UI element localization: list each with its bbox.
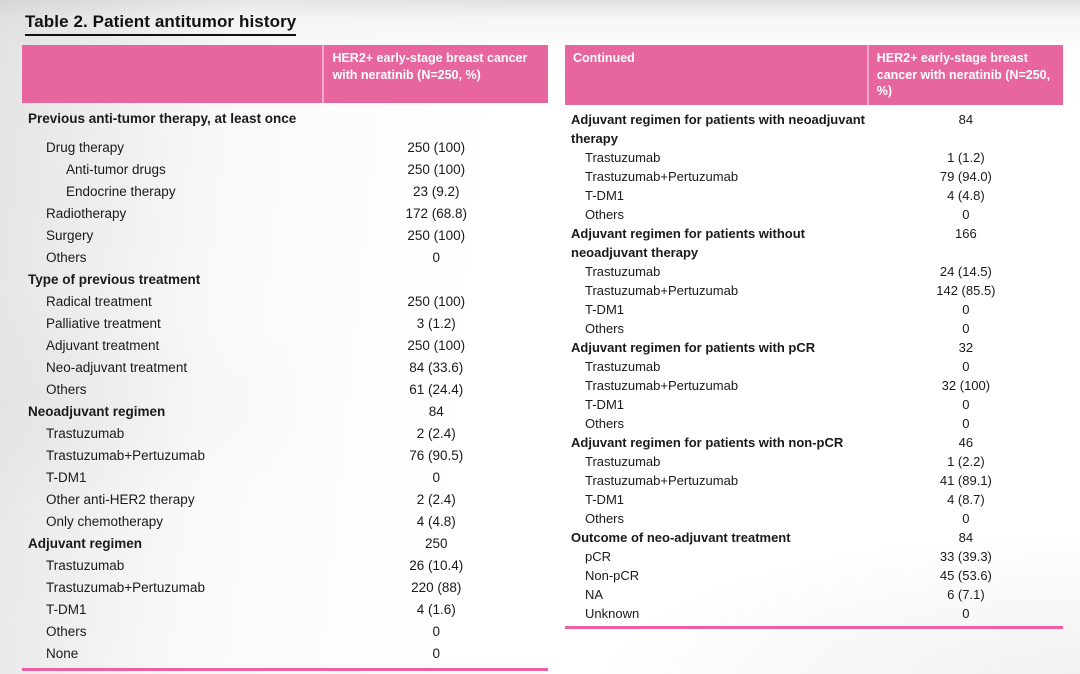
row-label: Endocrine therapy <box>66 184 176 199</box>
row-value: 46 <box>958 434 974 450</box>
row-label: Trastuzumab <box>585 358 661 374</box>
table-row <box>565 452 1063 471</box>
row-value: 250 (100) <box>407 162 466 177</box>
row-value: 142 (85.5) <box>936 282 996 298</box>
table-row <box>22 159 548 181</box>
table-row <box>22 599 548 621</box>
row-label: Drug therapy <box>46 140 125 155</box>
row-value: 0 <box>962 415 970 431</box>
row-value: 1 (2.2) <box>947 453 985 469</box>
row-label: Others <box>585 206 625 222</box>
row-value: 0 <box>962 605 970 621</box>
table-row <box>22 643 548 665</box>
row-value: 76 (90.5) <box>409 448 464 463</box>
table-row <box>565 585 1063 604</box>
row-label: Only chemotherapy <box>46 514 164 529</box>
table-row <box>22 489 548 511</box>
left-table-header-label-cell <box>22 45 324 103</box>
row-value: 0 <box>962 206 970 222</box>
right-table-header-label-cell: Continued <box>565 45 869 105</box>
table-row <box>22 533 548 555</box>
table-row <box>565 110 1063 148</box>
row-value: 79 (94.0) <box>939 168 992 184</box>
row-value: 0 <box>432 250 440 265</box>
row-value: 32 (100) <box>941 377 991 393</box>
row-label: Type of previous treatment <box>28 272 201 287</box>
row-value: 84 <box>958 529 974 545</box>
row-value: 4 (4.8) <box>947 187 985 203</box>
row-label: Adjuvant regimen for patients without neoadjuvant therapy <box>571 225 806 260</box>
left-table-header-value-cell: HER2+ early-stage breast cancer with neratinib (N=250, %) <box>332 51 528 82</box>
table-row <box>565 433 1063 452</box>
row-value: 41 (89.1) <box>939 472 992 488</box>
table-row <box>22 335 548 357</box>
row-label: T-DM1 <box>585 491 624 507</box>
row-value: 23 (9.2) <box>412 184 460 199</box>
table-row <box>22 313 548 335</box>
table-row <box>22 621 548 643</box>
row-value: 250 (100) <box>407 140 466 155</box>
table-row <box>565 319 1063 338</box>
row-label: Others <box>46 624 87 639</box>
row-value: 220 (88) <box>411 580 462 595</box>
row-value: 0 <box>432 470 440 485</box>
table-row <box>22 423 548 445</box>
table-row <box>565 186 1063 205</box>
table-row <box>22 203 548 225</box>
table-row <box>565 338 1063 357</box>
table-row <box>22 225 548 247</box>
row-value: 84 <box>428 404 444 419</box>
table-row <box>22 181 548 203</box>
table-row <box>22 247 548 269</box>
table-row <box>565 528 1063 547</box>
row-value: 2 (2.4) <box>416 426 456 441</box>
row-value: 4 (1.6) <box>416 602 456 617</box>
row-label: Adjuvant regimen <box>28 536 143 551</box>
table-row <box>565 205 1063 224</box>
row-label: Others <box>585 415 625 431</box>
row-value: 250 (100) <box>407 228 466 243</box>
row-value: 3 (1.2) <box>416 316 456 331</box>
row-label: T-DM1 <box>585 301 624 317</box>
row-label: Others <box>585 320 625 336</box>
row-label: Adjuvant regimen for patients with non-pCR <box>571 434 844 450</box>
row-value: 0 <box>962 396 970 412</box>
left-table-body <box>22 103 548 671</box>
row-value: 6 (7.1) <box>947 586 985 602</box>
row-value: 24 (14.5) <box>939 263 992 279</box>
table-row <box>22 137 548 159</box>
table-row <box>22 511 548 533</box>
table-row <box>565 547 1063 566</box>
table-row <box>565 566 1063 585</box>
patient-history-table-right <box>565 45 1063 629</box>
row-value: 0 <box>962 320 970 336</box>
row-label: T-DM1 <box>46 470 87 485</box>
row-label: Surgery <box>46 228 94 243</box>
right-table-body <box>565 105 1063 629</box>
row-value: 250 (100) <box>407 338 466 353</box>
row-label: Trastuzumab <box>585 149 661 165</box>
patient-history-table-left <box>22 45 548 671</box>
row-value: 0 <box>962 510 970 526</box>
row-label: T-DM1 <box>585 187 624 203</box>
right-table-header <box>565 45 1063 105</box>
row-label: Radiotherapy <box>46 206 127 221</box>
row-value: 45 (53.6) <box>939 567 992 583</box>
row-value: 84 <box>958 111 974 127</box>
table-row <box>22 577 548 599</box>
row-label: Palliative treatment <box>46 316 161 331</box>
row-value: 250 (100) <box>407 294 466 309</box>
row-label: T-DM1 <box>46 602 87 617</box>
row-value: 0 <box>962 358 970 374</box>
row-value: 4 (8.7) <box>947 491 985 507</box>
table-row <box>565 395 1063 414</box>
table-row <box>22 291 548 313</box>
row-label: Previous anti-tumor therapy, at least once <box>28 111 297 126</box>
row-label: Radical treatment <box>46 294 152 309</box>
table-row <box>22 357 548 379</box>
table-row <box>565 376 1063 395</box>
row-label: Others <box>46 250 87 265</box>
table-row <box>565 490 1063 509</box>
row-value: 1 (1.2) <box>947 149 985 165</box>
row-value: 172 (68.8) <box>405 206 467 221</box>
row-label: Adjuvant regimen for patients with pCR <box>571 339 816 355</box>
row-value: 166 <box>955 225 977 241</box>
row-label: Anti-tumor drugs <box>66 162 166 177</box>
row-label: Outcome of neo-adjuvant treatment <box>571 529 791 545</box>
row-value: 0 <box>962 301 970 317</box>
row-value: 0 <box>432 646 440 661</box>
table-row <box>565 224 1063 262</box>
table-row <box>22 445 548 467</box>
table-row <box>565 604 1063 623</box>
table-row <box>565 414 1063 433</box>
row-label: Adjuvant treatment <box>46 338 160 353</box>
right-table-header-value-cell: HER2+ early-stage breast cancer with neratinib (N=250, %) <box>876 51 1051 98</box>
table-row <box>22 108 548 130</box>
row-label: Trastuzumab+Pertuzumab <box>585 472 739 488</box>
row-value: 250 <box>424 536 448 551</box>
row-label: None <box>46 646 79 661</box>
row-value: 84 (33.6) <box>409 360 464 375</box>
table-row <box>22 269 548 291</box>
table-row <box>565 357 1063 376</box>
row-value: 26 (10.4) <box>409 558 464 573</box>
row-label: Neo-adjuvant treatment <box>46 360 188 375</box>
table-row <box>565 281 1063 300</box>
row-label: Other anti-HER2 therapy <box>46 492 195 507</box>
row-label: Trastuzumab+Pertuzumab <box>585 377 739 393</box>
table-title: Table 2. Patient antitumor history <box>25 12 296 36</box>
row-value: 32 <box>958 339 974 355</box>
left-table-header <box>22 45 548 103</box>
row-label: Trastuzumab+Pertuzumab <box>585 168 739 184</box>
row-value: 0 <box>432 624 440 639</box>
row-label: Trastuzumab <box>46 558 125 573</box>
row-value: 33 (39.3) <box>939 548 992 564</box>
row-label: Non-pCR <box>585 567 640 583</box>
row-label: Others <box>585 510 625 526</box>
row-label: Trastuzumab+Pertuzumab <box>46 448 205 463</box>
row-label: Trastuzumab <box>585 453 661 469</box>
row-label: Others <box>46 382 87 397</box>
table-row <box>565 167 1063 186</box>
table-row <box>22 379 548 401</box>
row-label: Unknown <box>585 605 640 621</box>
row-label: pCR <box>585 548 612 564</box>
row-label: Neoadjuvant regimen <box>28 404 166 419</box>
table-row <box>565 262 1063 281</box>
table-row <box>565 148 1063 167</box>
row-label: Trastuzumab+Pertuzumab <box>585 282 739 298</box>
row-label: Adjuvant regimen for patients with neoadjuvant therapy <box>571 111 865 146</box>
row-label: T-DM1 <box>585 396 624 412</box>
table-row <box>22 555 548 577</box>
row-value: 2 (2.4) <box>416 492 456 507</box>
table-row <box>22 467 548 489</box>
table-row <box>565 471 1063 490</box>
row-label: Trastuzumab <box>585 263 661 279</box>
table-row <box>22 401 548 423</box>
row-value: 61 (24.4) <box>409 382 464 397</box>
row-label: NA <box>585 586 604 602</box>
table-row <box>565 300 1063 319</box>
row-label: Trastuzumab <box>46 426 125 441</box>
row-value: 4 (4.8) <box>416 514 456 529</box>
row-label: Trastuzumab+Pertuzumab <box>46 580 205 595</box>
table-row <box>565 509 1063 528</box>
